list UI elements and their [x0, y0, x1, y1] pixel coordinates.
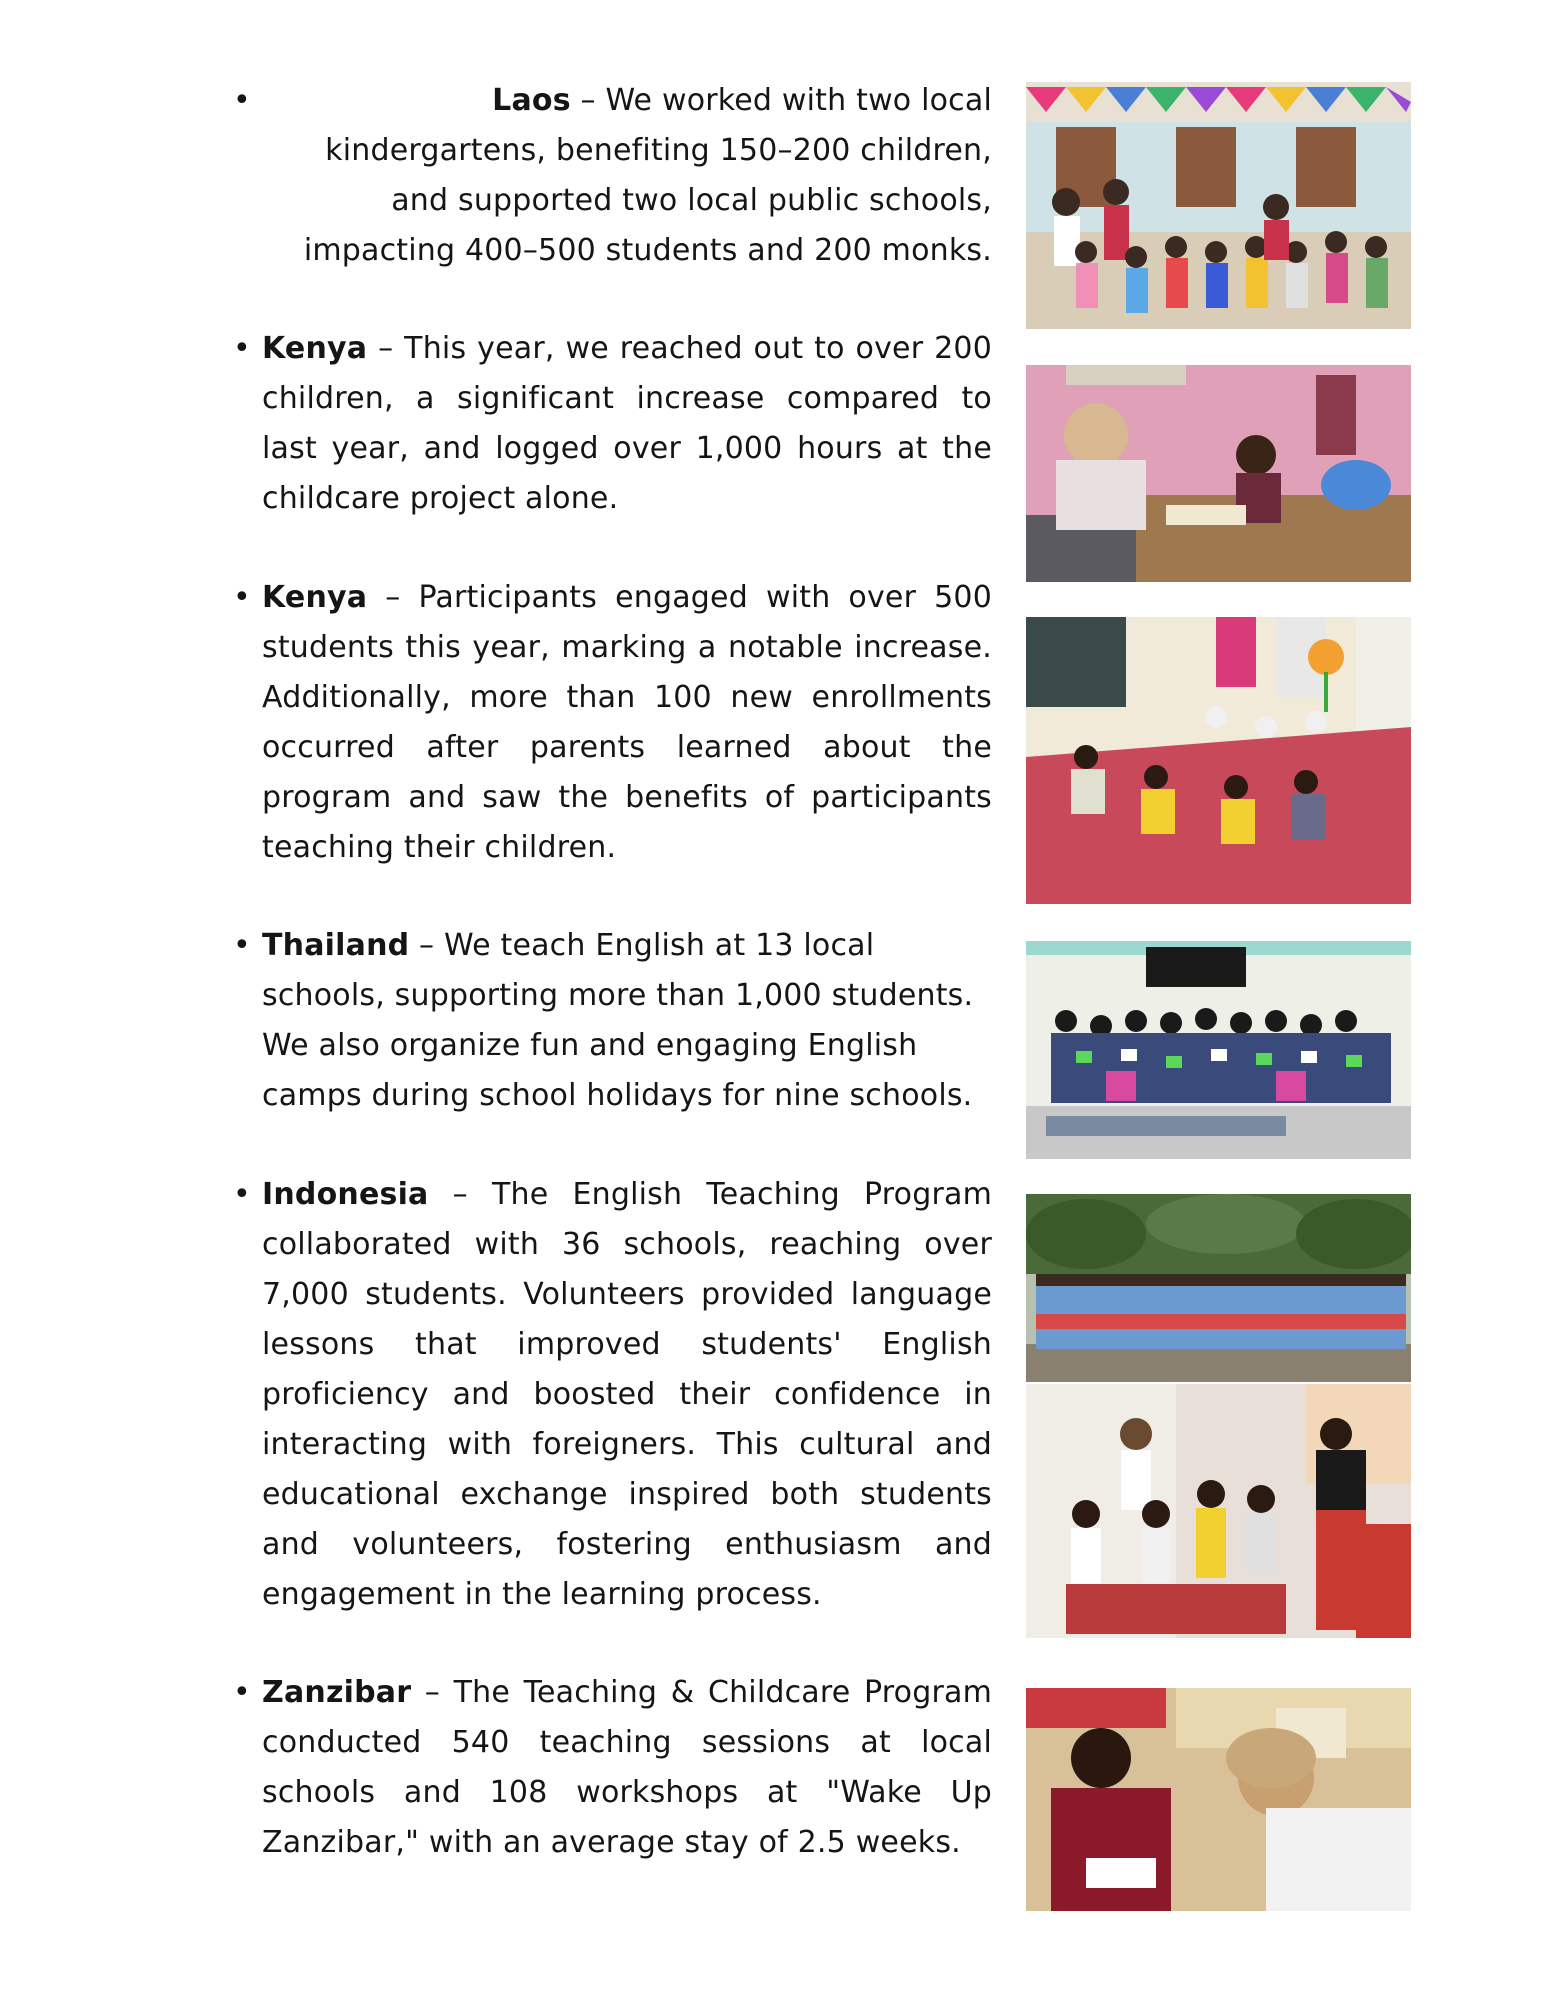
- country-name: Kenya: [262, 331, 368, 366]
- entry-text: [262, 324, 992, 524]
- list-item-laos: [222, 76, 992, 276]
- photo-kenya-teaching: [1026, 617, 1411, 904]
- bullet: •: [233, 1177, 251, 1212]
- country-name: Kenya: [262, 580, 368, 615]
- entry-text: [262, 1170, 992, 1620]
- entry-description: – The Teaching & Childcare Program conducted 540 teaching sessions at local schools and 108 workshops at "Wake Up Zanzibar," with an average stay of 2.5 weeks.: [262, 1675, 992, 1860]
- photo-zanzibar: [1026, 1688, 1411, 1911]
- photo-laos-kindergarten: [1026, 82, 1411, 329]
- entry-description: – We worked with two local kindergartens, benefiting 150–200 children, and supported two local public schools, impacting 400–500 students and 200 monks.: [303, 83, 992, 268]
- photo-thailand-classroom: [1026, 941, 1411, 1159]
- photo-indonesia-volunteers: [1026, 1384, 1411, 1638]
- entry-text: [262, 921, 982, 1121]
- bullet: •: [233, 331, 251, 366]
- entry-text: [262, 76, 992, 276]
- bullet: •: [233, 83, 251, 118]
- bullet: •: [233, 580, 251, 615]
- entry-text: [262, 573, 992, 873]
- list-item-kenya-childcare: [222, 324, 992, 524]
- photo-indonesia-group: [1026, 1194, 1411, 1382]
- entry-description: – This year, we reached out to over 200 children, a significant increase compared to last year, and logged over 1,000 hours at the childcare project alone.: [262, 331, 992, 516]
- entry-text: [262, 1668, 992, 1868]
- list-item-kenya-teaching: [222, 573, 992, 873]
- country-name: Zanzibar: [262, 1675, 412, 1710]
- country-name: Thailand: [262, 928, 410, 963]
- bullet: •: [233, 1675, 251, 1710]
- list-item-zanzibar: [222, 1668, 992, 1868]
- list-item-thailand: [222, 921, 992, 1121]
- country-name: Indonesia: [262, 1177, 429, 1212]
- bullet: •: [233, 928, 251, 963]
- entry-description: – We teach English at 13 local schools, supporting more than 1,000 students. We also organize fun and engaging English camps during school holidays for nine schools.: [262, 928, 974, 1113]
- country-name: Laos: [492, 83, 571, 118]
- photo-kenya-childcare: [1026, 365, 1411, 582]
- list-item-indonesia: [222, 1170, 992, 1620]
- entry-description: – Participants engaged with over 500 students this year, marking a notable increase. Additionally, more than 100 new enrollments occurred after parents learned about the program and saw the benefits of participants teaching their children.: [262, 580, 992, 865]
- entry-description: – The English Teaching Program collaborated with 36 schools, reaching over 7,000 students. Volunteers provided language lessons that improved students' English proficiency and boosted their confidence in interacting with foreigners. This cultural and educational exchange inspired both students and volunteers, fostering enthusiasm and engagement in the learning process.: [262, 1177, 992, 1612]
